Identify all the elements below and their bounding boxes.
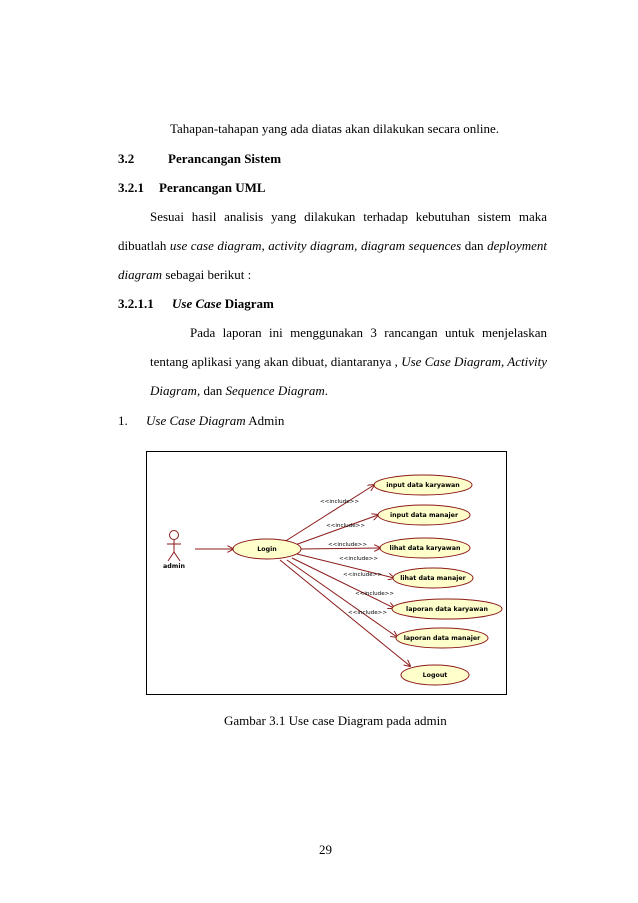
svg-text:lihat data karyawan: lihat data karyawan bbox=[389, 545, 461, 552]
include-label: <<include>> bbox=[326, 523, 366, 529]
use-case-diagram-svg bbox=[147, 452, 508, 696]
list-number: 1. bbox=[118, 413, 128, 428]
include-line-1 bbox=[284, 485, 374, 542]
use-case-lihat-data-manajer bbox=[393, 568, 473, 588]
paragraph-1-line-1: Sesuai hasil analisis yang dilakukan terhadap kebutuhan sistem maka bbox=[150, 209, 547, 224]
actor-label: admin bbox=[163, 563, 185, 570]
include-label: <<include>> bbox=[328, 542, 368, 548]
include-line-2 bbox=[295, 515, 378, 545]
list-item-title: Use Case Diagram Admin bbox=[146, 413, 285, 428]
figure-caption: Gambar 3.1 Use case Diagram pada admin bbox=[224, 713, 447, 728]
paragraph-2-line-2: tentang aplikasi yang akan dibuat, diantaranya , Use Case Diagram, Activity bbox=[150, 354, 547, 369]
include-label: <<include>> bbox=[339, 556, 379, 562]
section-3-2-1-1-title: Use Case Diagram bbox=[172, 296, 274, 311]
svg-text:Login: Login bbox=[257, 546, 277, 553]
svg-text:input data karyawan: input data karyawan bbox=[386, 482, 460, 489]
include-label: <<include>> bbox=[348, 610, 388, 616]
include-label: <<include>> bbox=[343, 572, 383, 578]
include-line-3 bbox=[300, 548, 380, 549]
section-3-2-1-number: 3.2.1 bbox=[118, 180, 144, 195]
use-case-diagram bbox=[146, 451, 507, 695]
use-case-input-data-karyawan bbox=[374, 475, 472, 495]
use-case-lihat-data-karyawan bbox=[380, 538, 470, 558]
paragraph-2-line-1: Pada laporan ini menggunakan 3 rancangan untuk menjelaskan bbox=[190, 325, 547, 340]
use-case-input-data-manajer bbox=[378, 505, 470, 525]
svg-text:laporan data karyawan: laporan data karyawan bbox=[406, 606, 488, 613]
actor-figure-icon bbox=[167, 531, 181, 562]
page-number: 29 bbox=[319, 842, 332, 857]
svg-text:Logout: Logout bbox=[422, 672, 448, 679]
svg-text:input data manajer: input data manajer bbox=[389, 512, 459, 519]
use-case-login bbox=[233, 539, 301, 559]
section-3-2-number: 3.2 bbox=[118, 151, 135, 166]
use-case-logout bbox=[401, 665, 469, 685]
include-label: <<include>> bbox=[355, 591, 395, 597]
paragraph-1-line-3: diagram sebagai berikut : bbox=[118, 267, 252, 282]
section-3-2-1-title: Perancangan UML bbox=[159, 180, 266, 195]
include-label: <<include>> bbox=[320, 499, 360, 505]
svg-text:laporan data manajer: laporan data manajer bbox=[403, 635, 481, 642]
paragraph-1-line-2: dibuatlah use case diagram, activity diagram, diagram sequences dan deployment bbox=[118, 238, 547, 253]
section-3-2-1-1-number: 3.2.1.1 bbox=[118, 296, 154, 311]
svg-text:lihat data manajer: lihat data manajer bbox=[400, 575, 466, 582]
intro-text: Tahapan-tahapan yang ada diatas akan dilakukan secara online. bbox=[170, 121, 499, 136]
use-case-laporan-data-karyawan bbox=[392, 599, 502, 619]
paragraph-2-line-3: Diagram, dan Sequence Diagram. bbox=[150, 383, 329, 398]
use-case-laporan-data-manajer bbox=[396, 628, 488, 648]
section-3-2-title: Perancangan Sistem bbox=[168, 151, 282, 166]
